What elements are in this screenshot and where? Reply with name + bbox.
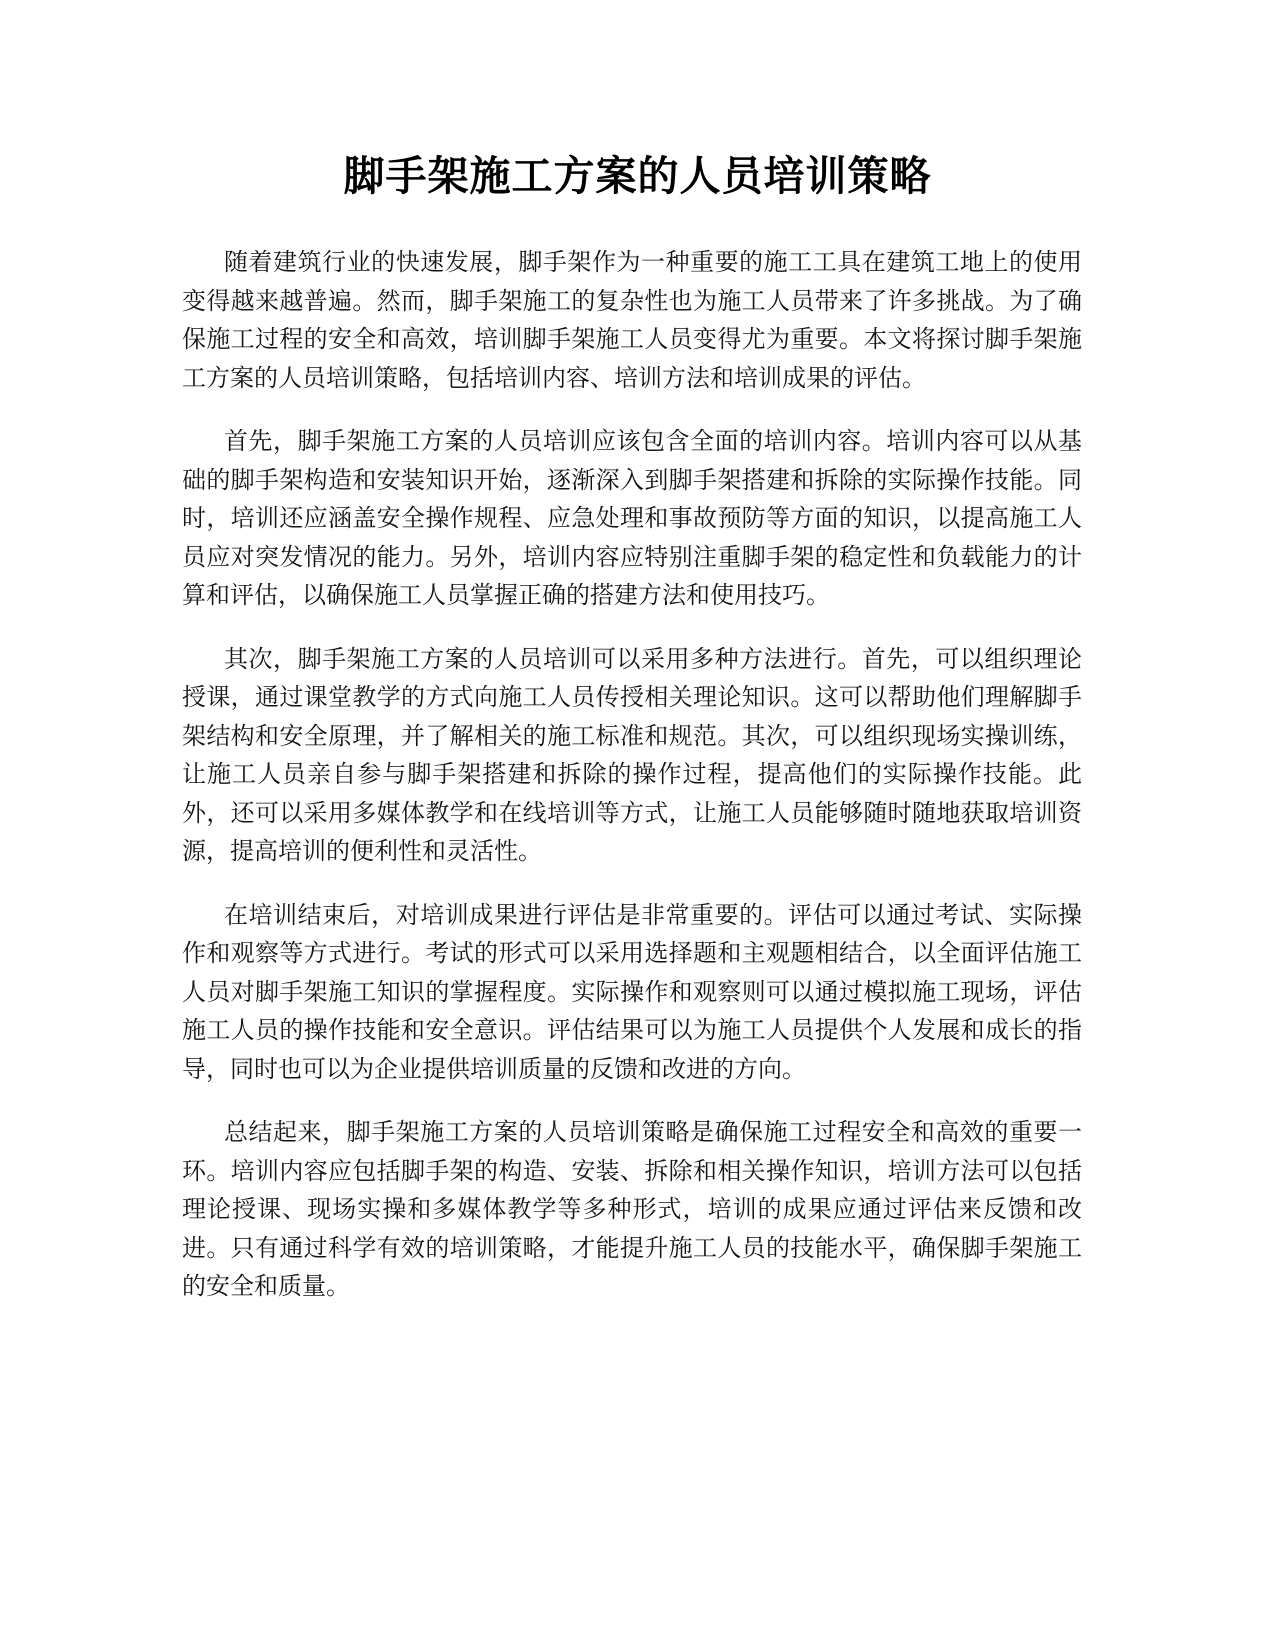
- paragraph-training-content: 首先，脚手架施工方案的人员培训应该包含全面的培训内容。培训内容可以从基础的脚手架构造和安装知识开始，逐渐深入到脚手架搭建和拆除的实际操作技能。同时，培训还应涵盖安全操作规程、应急处理和事故预防等方面的知识，以提高施工人员应对突发情况的能力。另外，培训内容应特别注重脚手架的稳定性和负载能力的计算和评估，以确保施工人员掌握正确的搭建方法和使用技巧。: [182, 427, 1082, 609]
- paragraph-training-methods: 其次，脚手架施工方案的人员培训可以采用多种方法进行。首先，可以组织理论授课，通过课堂教学的方式向施工人员传授相关理论知识。这可以帮助他们理解脚手架结构和安全原理，并了解相关的施工标准和规范。其次，可以组织现场实操训练，让施工人员亲自参与脚手架搭建和拆除的操作过程，提高他们的实际操作技能。此外，还可以采用多媒体教学和在线培训等方式，让施工人员能够随时随地获取培训资源，提高培训的便利性和灵活性。: [182, 644, 1082, 865]
- paragraph-conclusion: 总结起来，脚手架施工方案的人员培训策略是确保施工过程安全和高效的重要一环。培训内容应包括脚手架的构造、安装、拆除和相关操作知识，培训方法可以包括理论授课、现场实操和多媒体教学等多种形式，培训的成果应通过评估来反馈和改进。只有通过科学有效的培训策略，才能提升施工人员的技能水平，确保脚手架施工的安全和质量。: [182, 1118, 1082, 1300]
- paragraph-intro: 随着建筑行业的快速发展，脚手架作为一种重要的施工工具在建筑工地上的使用变得越来越普遍。然而，脚手架施工的复杂性也为施工人员带来了许多挑战。为了确保施工过程的安全和高效，培训脚手架施工人员变得尤为重要。本文将探讨脚手架施工方案的人员培训策略，包括培训内容、培训方法和培训成果的评估。: [182, 248, 1082, 392]
- paragraph-training-evaluation: 在培训结束后，对培训成果进行评估是非常重要的。评估可以通过考试、实际操作和观察等方式进行。考试的形式可以采用选择题和主观题相结合，以全面评估施工人员对脚手架施工知识的掌握程度。实际操作和观察则可以通过模拟施工现场，评估施工人员的操作技能和安全意识。评估结果可以为施工人员提供个人发展和成长的指导，同时也可以为企业提供培训质量的反馈和改进的方向。: [182, 900, 1082, 1083]
- document-body: [182, 243, 1082, 1331]
- document-title: 脚手架施工方案的人员培训策略: [343, 152, 932, 200]
